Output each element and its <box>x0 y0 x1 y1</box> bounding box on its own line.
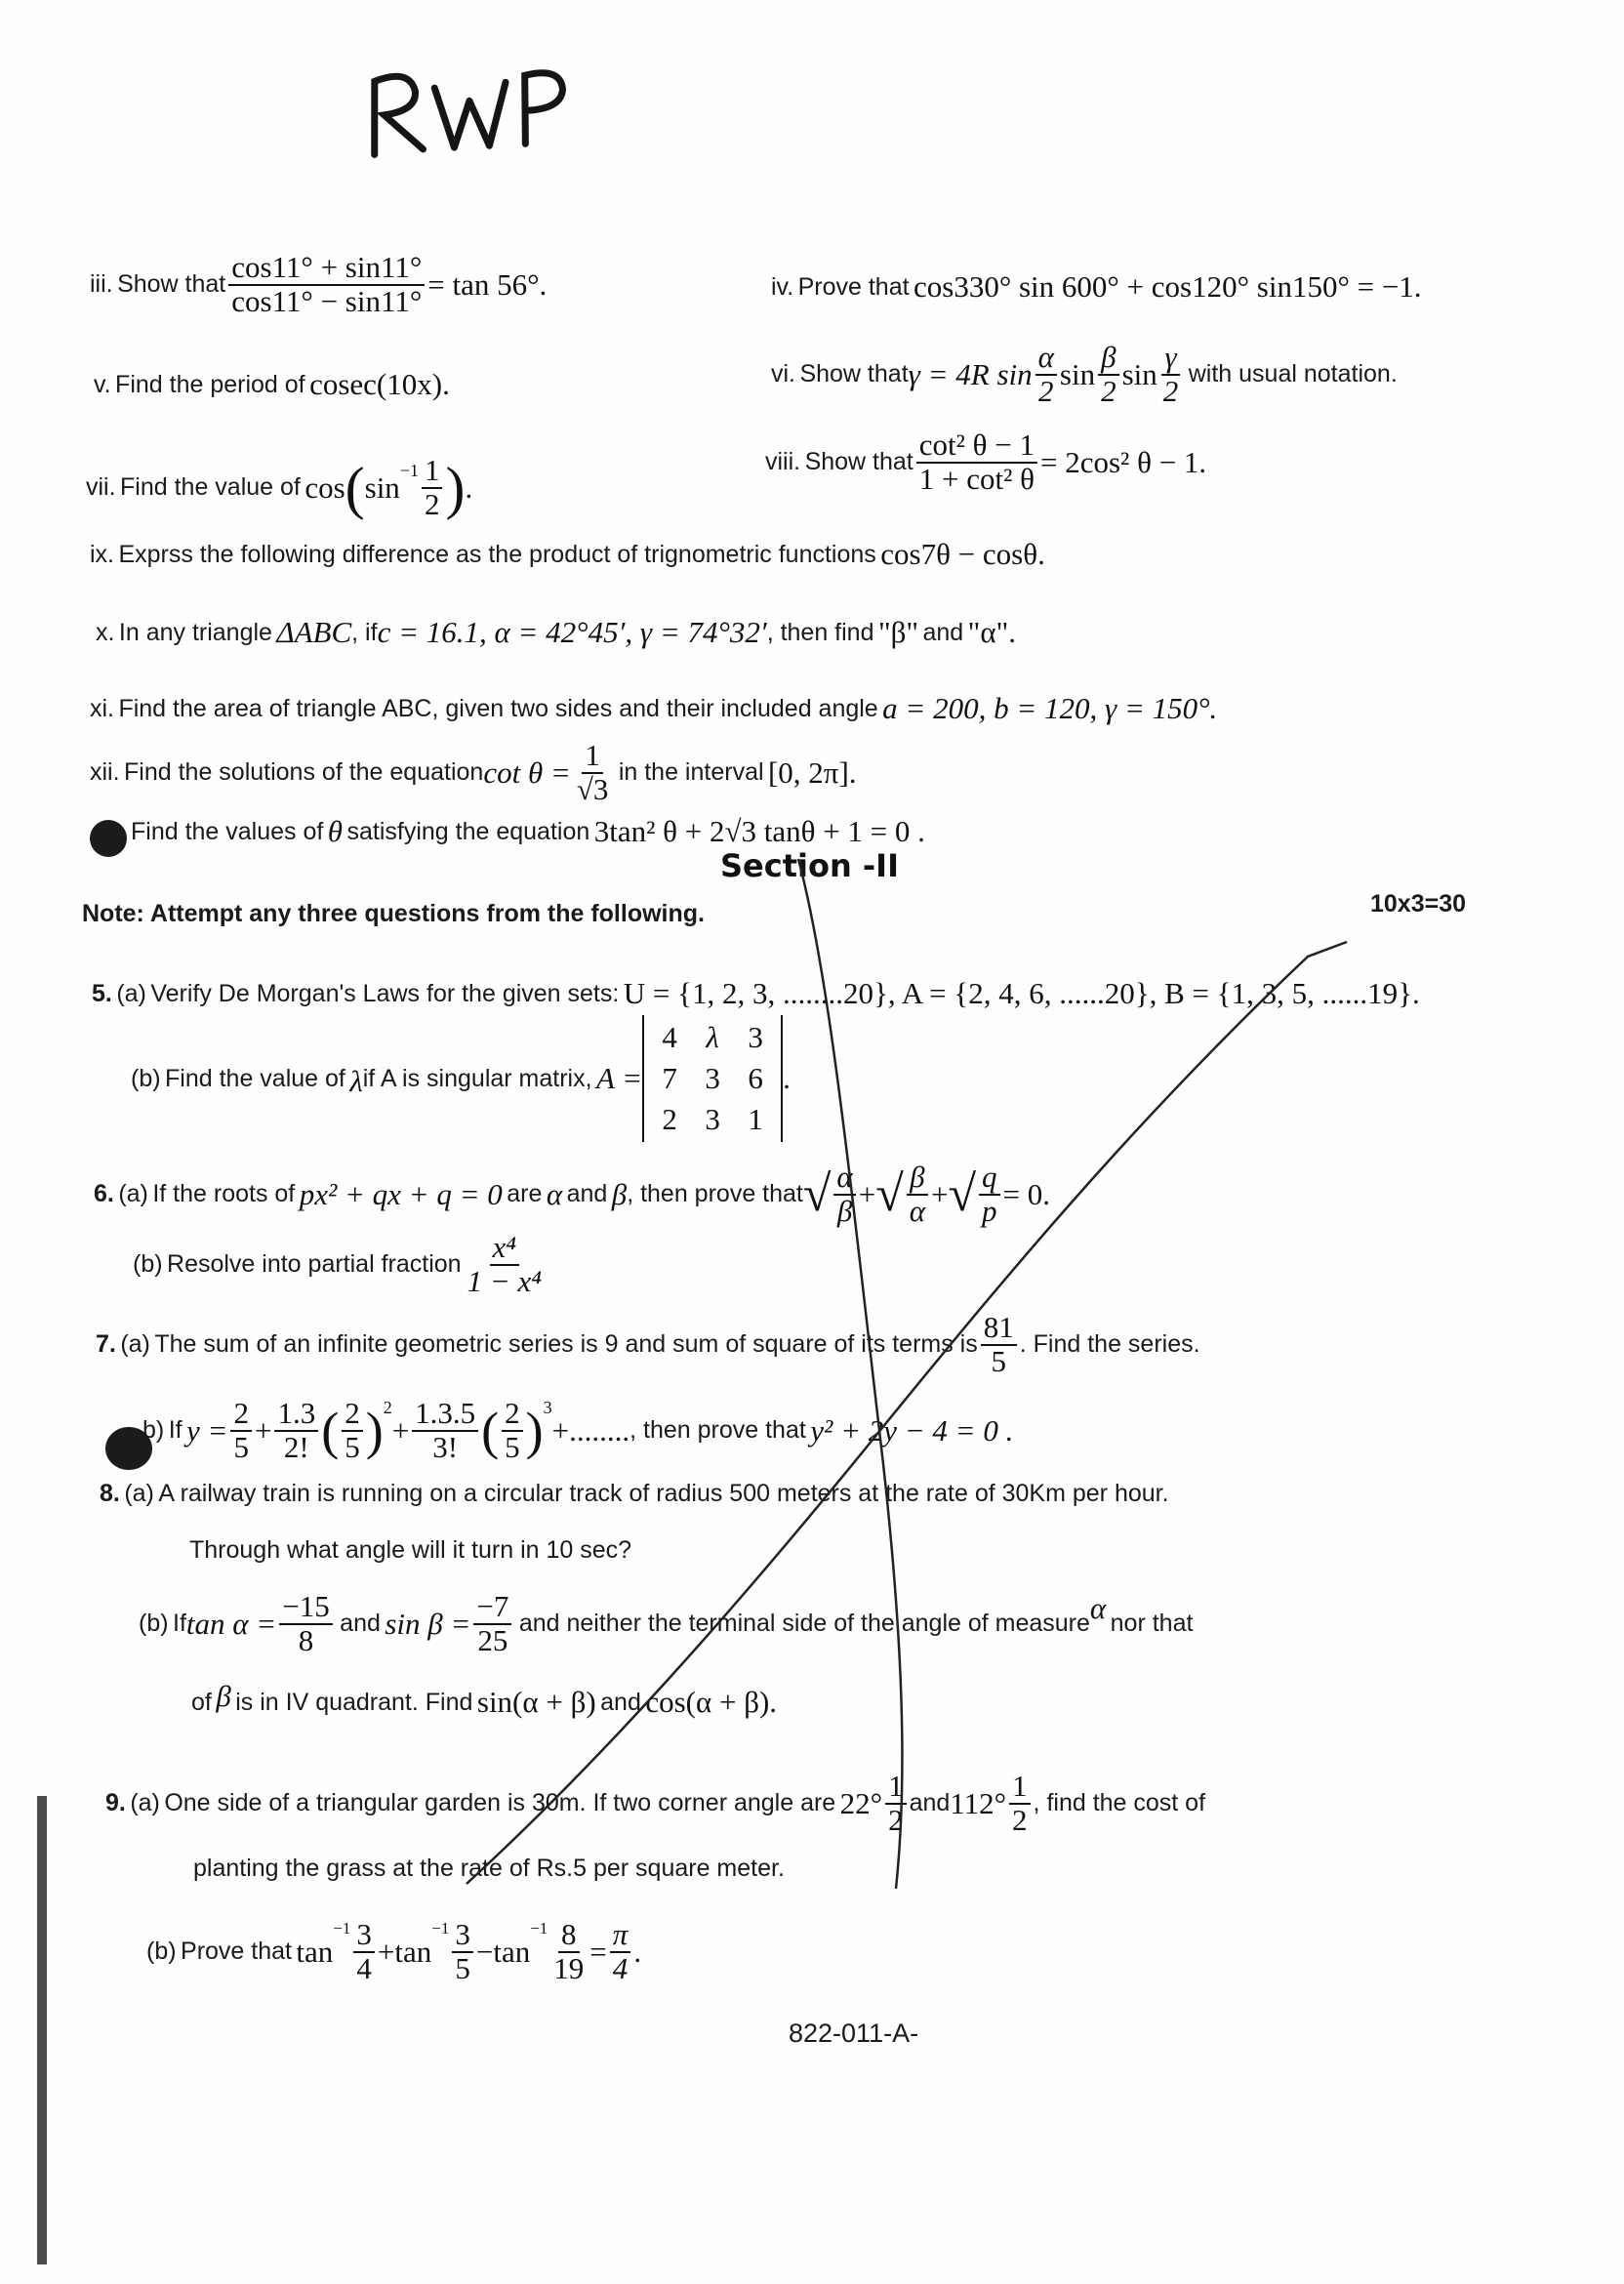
half2-den: 2 <box>1012 1802 1028 1837</box>
frac-qp-num: q <box>979 1162 1000 1196</box>
q8a-text2: Through what angle will it turn in 10 sec? <box>189 1536 632 1564</box>
question-viii-text: Show that <box>804 448 914 476</box>
q6a-text1: If the roots of <box>152 1180 296 1208</box>
question-x-and: and <box>922 618 964 646</box>
q9b-minus: − <box>475 1934 494 1969</box>
pen-stroke-vertical <box>798 859 902 1889</box>
q5a-label: (a) <box>116 979 146 1007</box>
sqrt-sign-2: √ <box>875 1166 904 1223</box>
q7b-f4-den: 3! <box>432 1429 459 1464</box>
frac-beta-den: 2 <box>1101 373 1116 408</box>
question-x-number: x. <box>96 618 115 646</box>
question-v-text: Find the period of <box>115 370 305 398</box>
section-marks: 10x3=30 <box>1370 890 1467 918</box>
q6b-denominator: 1 − x⁴ <box>467 1263 543 1298</box>
q6a-expression: px² + qx + q = 0 <box>299 1176 503 1211</box>
q9b-eq: = <box>589 1934 607 1969</box>
q9b-f1-num: 3 <box>353 1919 375 1953</box>
right-paren: ) <box>445 455 466 520</box>
question-ix-number: ix. <box>90 540 114 568</box>
question-vii-text: Find the value of <box>120 473 301 502</box>
sqrt-sign-3: √ <box>948 1166 977 1223</box>
question-ix-text: Exprss the following difference as the product of trignometric functions <box>118 540 876 568</box>
q9b-f1-den: 4 <box>356 1950 372 1985</box>
half2-num: 1 <box>1009 1771 1031 1805</box>
q7b-f2-den: 2! <box>283 1429 309 1464</box>
q9b-f2-num: 3 <box>452 1919 473 1953</box>
q5b-lambda: λ <box>349 1064 363 1098</box>
sqrt-sign-1: √ <box>802 1166 832 1223</box>
q8c-of: of <box>191 1688 212 1716</box>
q7b-f3-num: 2 <box>342 1398 363 1432</box>
q9b-f3-num: 8 <box>558 1919 580 1953</box>
q8c-expr1: sin(α + β) <box>476 1685 596 1719</box>
question-xiii-text2: satisfying the equation <box>346 817 590 845</box>
section-title: Section -II <box>720 847 899 884</box>
q5b-text1: Find the value of <box>165 1064 345 1092</box>
frac-alpha-den: 2 <box>1038 373 1054 408</box>
question-x-text2: , if <box>351 618 378 646</box>
q8a-text1: A railway train is running on a circular track of radius 500 meters at the rate of 30Km per hour. <box>158 1480 1169 1507</box>
q5a-text: Verify De Morgan's Laws for the given sets: <box>150 979 620 1007</box>
question-vi-lhs: γ = 4R sin <box>908 356 1033 391</box>
question-xii-text1: Find the solutions of the equation <box>124 758 484 787</box>
question-iv-number: iv. <box>771 272 794 301</box>
q7b-f3-den: 5 <box>345 1429 360 1464</box>
question-xii-text2: in the interval <box>618 758 764 787</box>
frac-two: 2 <box>424 486 440 521</box>
q6a-and: and <box>566 1180 608 1208</box>
q8b-text2: and neither the terminal side of the angle of measure <box>518 1610 1090 1638</box>
sin-label-2: sin <box>1121 356 1157 391</box>
plus-2: + <box>931 1176 949 1211</box>
q9b-tan-3: tan <box>493 1934 531 1969</box>
q8b-f2-num: −7 <box>473 1591 511 1625</box>
q8c-text: is in IV quadrant. Find <box>235 1688 473 1716</box>
matrix-cell: 4 <box>662 1020 677 1054</box>
q9b-tan-1: tan <box>296 1934 334 1969</box>
matrix-cell: 2 <box>662 1102 677 1136</box>
q9a-text2: , find the cost of <box>1033 1789 1206 1817</box>
q9b-inv-2: −1 <box>431 1919 450 1937</box>
q6a-alpha: α <box>546 1176 563 1211</box>
question-vii-cos: cos <box>304 469 345 505</box>
question-vi-number: vi. <box>771 360 795 388</box>
q7a-denominator: 5 <box>991 1343 1006 1378</box>
q7b-text2: , then prove that <box>629 1416 806 1445</box>
matrix-cell: 1 <box>748 1102 763 1136</box>
question-xiii-theta: θ <box>327 814 344 848</box>
q5-number: 5. <box>92 979 112 1007</box>
q6b-text: Resolve into partial fraction <box>167 1250 462 1279</box>
paren-open-1: ( <box>321 1401 340 1460</box>
q9b-pi-num: π <box>610 1919 631 1953</box>
q8b-label: (b) <box>139 1610 169 1638</box>
question-vi-tail: with usual notation. <box>1188 360 1398 388</box>
q5a-expression: U = {1, 2, 3, ........20}, A = {2, 4, 6, ......20}, B = {1, 3, 5, ......19}. <box>623 976 1420 1010</box>
question-xiii-expression: 3tan² θ + 2√3 tanθ + 1 = 0 . <box>593 814 925 848</box>
frac-beta-num: β <box>1098 342 1118 376</box>
question-iii-rhs: = tan 56°. <box>427 266 548 302</box>
paren-open-2: ( <box>481 1401 500 1460</box>
q9b-pi-den: 4 <box>612 1950 629 1985</box>
q7a-label: (a) <box>120 1330 150 1359</box>
q9b-inv-3: −1 <box>530 1919 548 1937</box>
question-iii-denominator: cos11° − sin11° <box>231 283 423 318</box>
left-paren: ( <box>345 455 365 520</box>
q9a-text1: One side of a triangular garden is 30m. If two corner angle are <box>164 1789 836 1817</box>
q9b-end: . <box>633 1934 642 1969</box>
question-vii-number: vii. <box>86 473 116 502</box>
q7-number: 7. <box>96 1330 116 1359</box>
q7b-plus-2: + <box>391 1412 410 1448</box>
question-x-triangle: ΔABC <box>276 615 352 649</box>
q6-number: 6. <box>94 1180 114 1208</box>
matrix-cell: 6 <box>748 1061 763 1095</box>
paren-close-1: ) <box>365 1401 384 1460</box>
matrix-cell: 3 <box>705 1102 720 1136</box>
question-iii-text: Show that <box>117 270 226 299</box>
q9b-plus: + <box>377 1934 395 1969</box>
q7b-label: b) <box>142 1416 165 1445</box>
question-xiii-text1: Find the values of <box>131 817 324 845</box>
matrix-cell: λ <box>706 1020 719 1054</box>
q9b-tan-2: tan <box>394 1934 432 1969</box>
matrix-cell: 3 <box>748 1020 763 1054</box>
q7b-f2-num: 1.3 <box>274 1398 318 1432</box>
q6a-text3: , then prove that <box>627 1180 803 1208</box>
frac-alpha-num: α <box>1035 342 1057 376</box>
frac-ba-den: α <box>909 1193 926 1228</box>
q9a-angle1: 22° <box>839 1785 883 1820</box>
q7b-plus-1: + <box>254 1412 272 1448</box>
q8b-f1-num: −15 <box>279 1591 332 1625</box>
question-vi-text: Show that <box>799 360 909 388</box>
sin-label-1: sin <box>1059 356 1096 391</box>
q9b-f2-den: 5 <box>455 1950 470 1985</box>
frac-gamma-num: γ <box>1161 342 1179 376</box>
q8c-and: and <box>600 1688 641 1716</box>
question-iv-text: Prove that <box>797 272 910 301</box>
q9-number: 9. <box>105 1789 126 1817</box>
q7b-f4-num: 1.3.5 <box>412 1398 478 1432</box>
question-v-number: v. <box>94 370 111 398</box>
q9a-label: (a) <box>130 1789 160 1817</box>
q9b-text: Prove that <box>181 1937 292 1966</box>
frac-one: 1 <box>422 455 443 489</box>
q8a-label: (a) <box>124 1480 154 1507</box>
question-v-expression: cosec(10x). <box>309 367 450 401</box>
section-note: Note: Attempt any three questions from the following. <box>82 900 705 927</box>
frac-gamma-den: 2 <box>1162 373 1179 408</box>
q5b-dot: . <box>783 1061 791 1095</box>
q7b-if: If <box>168 1416 183 1445</box>
question-viii-number: viii. <box>765 448 801 476</box>
question-x-beta: "β" <box>877 615 919 649</box>
q8b-tan: tan α = <box>185 1606 277 1641</box>
question-xii-number: xii. <box>90 758 120 787</box>
q5b-text2: if A is singular matrix, <box>362 1064 592 1092</box>
q8b-and: and <box>340 1610 381 1638</box>
paper-code: 822-011-A- <box>789 2019 919 2048</box>
q7a-text2: . Find the series. <box>1019 1330 1200 1359</box>
scan-edge-mark <box>37 1796 47 2264</box>
question-vii-end: . <box>465 469 473 505</box>
q7a-numerator: 81 <box>981 1312 1017 1346</box>
q9b-label: (b) <box>146 1937 177 1966</box>
question-x-alpha: "α". <box>967 615 1016 649</box>
q7b-f5-num: 2 <box>502 1398 523 1432</box>
q8-number: 8. <box>100 1480 120 1507</box>
question-viii-numerator: cot² θ − 1 <box>916 429 1037 464</box>
frac-num: 1 <box>582 740 603 774</box>
q9a-text3: planting the grass at the rate of Rs.5 per square meter. <box>193 1855 785 1882</box>
q9b-inv-1: −1 <box>333 1919 351 1937</box>
matrix-cell: 7 <box>662 1061 677 1095</box>
q8b-text3: nor that <box>1110 1610 1194 1638</box>
q8b-f1-den: 8 <box>298 1622 314 1657</box>
question-viii-denominator: 1 + cot² θ <box>918 461 1035 496</box>
q8c-beta: β <box>216 1679 231 1713</box>
q8c-expr2: cos(α + β). <box>645 1685 778 1719</box>
q6a-eq0: = 0. <box>1002 1176 1051 1211</box>
plus-1: + <box>858 1176 876 1211</box>
q5b-label: (b) <box>131 1064 161 1092</box>
frac-ba-num: β <box>907 1162 927 1196</box>
exp-2: 2 <box>383 1398 392 1417</box>
question-iii-number: iii. <box>90 270 113 299</box>
q8b-f2-den: 25 <box>477 1622 508 1657</box>
half1-num: 1 <box>885 1771 907 1805</box>
q7a-text1: The sum of an infinite geometric series is 9 and sum of square of its terms is <box>154 1330 978 1359</box>
q7b-f1-num: 2 <box>230 1398 252 1432</box>
question-viii-rhs: = 2cos² θ − 1. <box>1040 444 1207 479</box>
q7b-expression: y² + 2y − 4 = 0 . <box>810 1412 1014 1448</box>
q6a-label: (a) <box>118 1180 148 1208</box>
question-iv-expression: cos330° sin 600° + cos120° sin150° = −1. <box>914 269 1422 304</box>
frac-ab-num: α <box>833 1162 855 1196</box>
question-xii-cot: cot θ = <box>483 755 571 790</box>
q6b-numerator: x⁴ <box>490 1232 520 1266</box>
pen-stroke-diagonal <box>467 942 1347 1884</box>
frac-qp-den: p <box>982 1193 997 1228</box>
q7b-y: y = <box>186 1412 228 1448</box>
question-x-text3: , then find <box>766 618 874 646</box>
question-x-expression: c = 16.1, α = 42°45′, γ = 74°32′ <box>377 615 767 649</box>
q9a-and: and <box>909 1789 951 1817</box>
q9a-angle2: 112° <box>950 1785 1007 1820</box>
matrix-cell: 3 <box>705 1061 720 1095</box>
q6a-text2: are <box>507 1180 543 1208</box>
frac-ab-den: β <box>836 1193 853 1228</box>
q7b-f5-den: 5 <box>505 1429 520 1464</box>
q6b-label: (b) <box>133 1250 163 1279</box>
question-x-text1: In any triangle <box>118 618 272 646</box>
question-xi-number: xi. <box>90 694 114 722</box>
q8b-if: If <box>173 1610 186 1638</box>
q9b-f3-den: 19 <box>553 1950 585 1985</box>
paren-close-2: ) <box>525 1401 544 1460</box>
q5b-a-equals: A = <box>596 1061 643 1095</box>
q7b-f1-den: 5 <box>233 1429 249 1464</box>
question-ix-expression: cos7θ − cosθ. <box>880 537 1045 571</box>
q6a-beta: β <box>611 1176 628 1211</box>
q8b-alpha: α <box>1089 1591 1107 1625</box>
half1-den: 2 <box>888 1802 904 1837</box>
inverse-superscript: −1 <box>399 461 419 480</box>
q7b-dots: +........ <box>551 1412 630 1448</box>
frac-den: √3 <box>576 771 609 806</box>
question-xii-interval: [0, 2π]. <box>767 755 857 790</box>
question-vii-sin: sin <box>364 469 400 505</box>
question-xi-text: Find the area of triangle ABC, given two sides and their included angle <box>118 694 878 722</box>
q8b-sin: sin β = <box>385 1606 471 1641</box>
question-xi-expression: a = 200, b = 120, γ = 150°. <box>882 691 1218 725</box>
question-iii-numerator: cos11° + sin11° <box>228 252 425 286</box>
exp-3: 3 <box>543 1398 552 1417</box>
